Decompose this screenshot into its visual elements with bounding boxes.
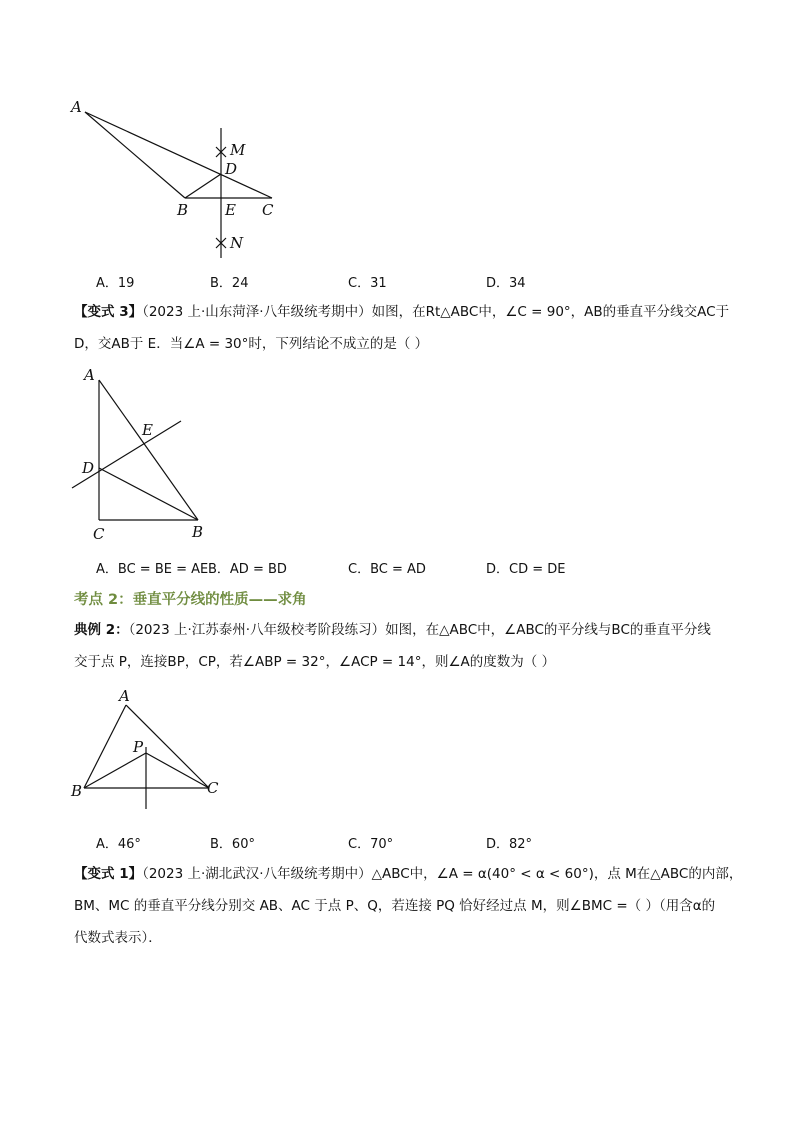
label-B: B <box>71 782 83 800</box>
variant-1-tag: 【变式 1】 <box>74 866 143 882</box>
label-C: C <box>93 525 105 543</box>
label-P: P <box>133 738 144 756</box>
option-d[interactable]: D．CD = DE <box>486 562 566 577</box>
option-a[interactable]: A．19 <box>96 276 135 291</box>
example-2-line-2: 交于点 P，连接BP，CP，若∠ABP = 32°，∠ACP = 14°，则∠A的度数为（ ） <box>74 654 556 670</box>
segment-AB <box>99 380 198 520</box>
label-E: E <box>142 421 153 439</box>
label-A: A <box>84 366 95 384</box>
option-b[interactable]: B．60° <box>210 837 255 852</box>
figure-2-diagram <box>65 360 205 545</box>
perpendicular-bisector-DE <box>72 421 181 488</box>
variant-1-line-1 <box>74 858 742 890</box>
option-c[interactable]: C．31 <box>348 276 387 291</box>
figure-1-diagram <box>60 90 300 265</box>
figure-3 <box>65 685 235 815</box>
variant-3-tag: 【变式 3】 <box>74 304 143 320</box>
option-a[interactable]: A．BC = BE = AE <box>96 562 209 577</box>
segment-PC <box>146 753 209 788</box>
option-c[interactable]: C．BC = AD <box>348 562 426 577</box>
option-b[interactable]: B．AD = BD <box>208 562 287 577</box>
segment-AB <box>85 112 185 198</box>
options-row-1 <box>0 272 794 292</box>
variant-3-line-2: D，交AB于 E．当∠A = 30°时，下列结论不成立的是（ ） <box>74 336 429 352</box>
variant-1-line-1-text: （2023 上·湖北武汉·八年级统考期中）△ABC中，∠A = α(40° < α < 60°)，点 M在△ABC的内部， <box>142 866 743 882</box>
variant-3-line-1-text: （2023 上·山东菏泽·八年级统考期中）如图，在Rt△ABC中，∠C = 90°，AB的垂直平分线交AC于 <box>142 304 730 320</box>
example-2-question <box>74 614 711 678</box>
label-E: E <box>225 201 236 219</box>
example-2-line-1 <box>74 614 711 646</box>
variant-1-line-3: 代数式表示）． <box>74 930 162 946</box>
label-C: C <box>262 201 274 219</box>
example-2-line-1-text: （2023 上·江苏泰州·八年级校考阶段练习）如图，在△ABC中，∠ABC的平分线与BC的垂直平分线 <box>128 622 711 638</box>
example-2-tag: 典例 2： <box>74 622 129 638</box>
option-d[interactable]: D．34 <box>486 276 526 291</box>
options-row-2 <box>0 558 794 578</box>
variant-1-question <box>74 858 742 954</box>
label-A: A <box>119 687 130 705</box>
label-B: B <box>192 523 204 541</box>
segment-BD <box>185 174 221 198</box>
figure-3-diagram <box>65 685 235 815</box>
variant-3-question <box>74 296 729 360</box>
variant-3-line-1 <box>74 296 729 328</box>
label-N: N <box>230 234 244 252</box>
option-d[interactable]: D．82° <box>486 837 533 852</box>
variant-1-line-2: BM、MC 的垂直平分线分别交 AB、AC 于点 P、Q，若连接 PQ 恰好经过点 M，则∠BMC =（ ）（用含α的 <box>74 898 716 914</box>
options-row-3 <box>0 833 794 853</box>
option-c[interactable]: C．70° <box>348 837 394 852</box>
figure-2 <box>65 360 205 545</box>
label-B: B <box>177 201 189 219</box>
option-a[interactable]: A．46° <box>96 837 141 852</box>
label-A: A <box>71 98 82 116</box>
label-D: D <box>225 160 238 178</box>
label-M: M <box>230 141 246 159</box>
figure-1 <box>60 90 300 265</box>
label-C: C <box>207 779 219 797</box>
label-D: D <box>82 459 95 477</box>
segment-DB <box>99 468 198 520</box>
option-b[interactable]: B．24 <box>210 276 249 291</box>
section-heading: 考点 2：垂直平分线的性质——求角 <box>74 592 307 608</box>
